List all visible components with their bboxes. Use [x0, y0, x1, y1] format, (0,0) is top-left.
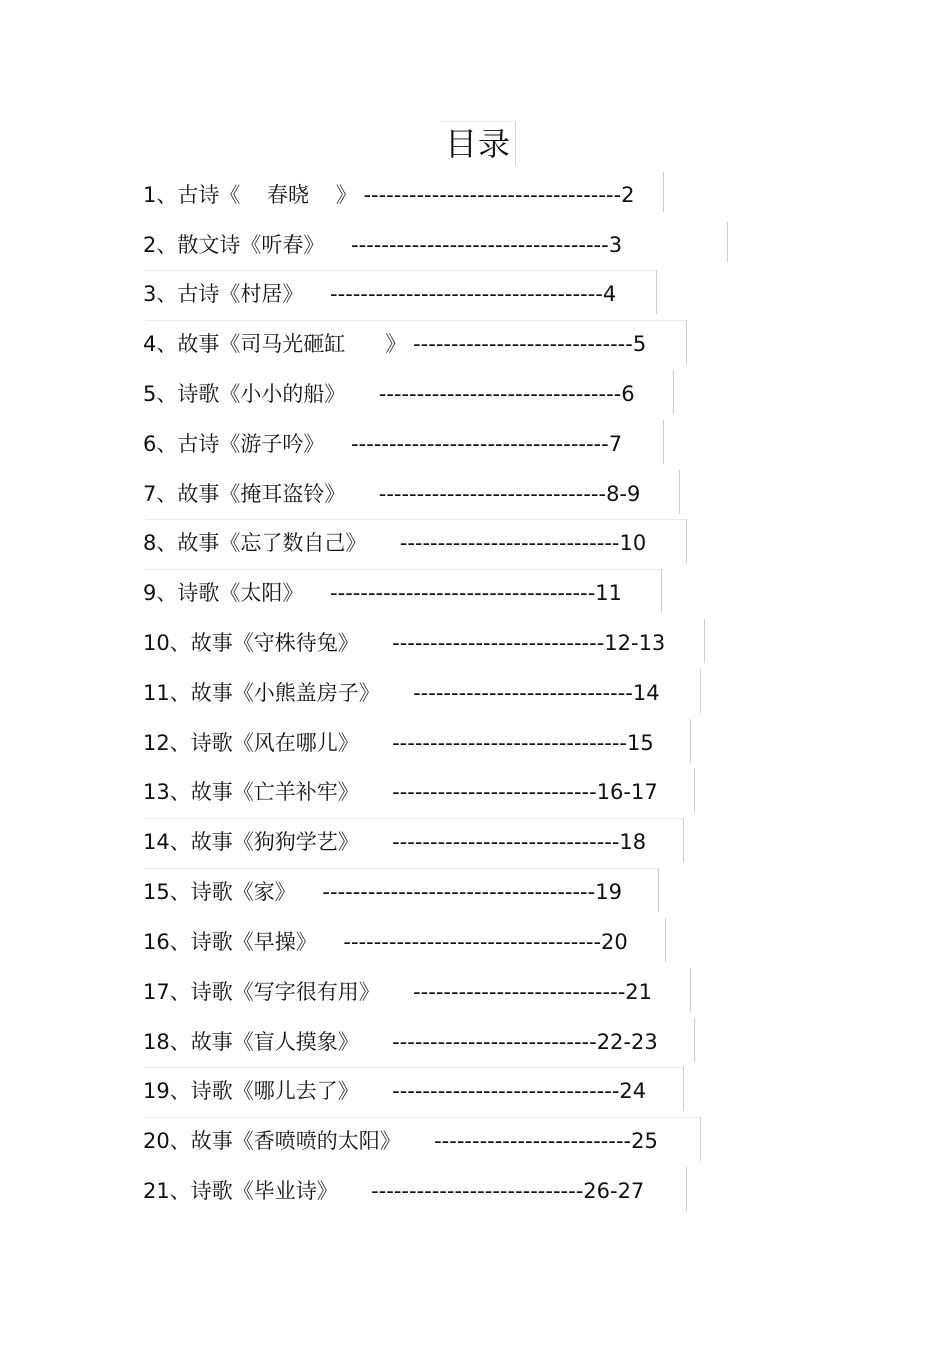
scan-rule [673, 370, 674, 414]
scan-rule [679, 470, 680, 514]
scan-rule [661, 569, 662, 613]
toc-entry-text: 3、古诗《村居》 ------------------------------------4 [143, 282, 617, 306]
scan-rule [690, 719, 691, 763]
scan-rule [145, 569, 661, 570]
scan-rule [694, 768, 695, 812]
toc-entry [143, 625, 665, 661]
toc-entry-text: 20、故事《香喷喷的太阳》 --------------------------25 [143, 1129, 658, 1153]
scan-rule [656, 270, 657, 314]
toc-entry-text: 9、诗歌《太阳》 -----------------------------------11 [143, 581, 623, 605]
toc-entry [143, 376, 635, 412]
toc-entry [143, 824, 646, 860]
toc-entry [143, 276, 616, 312]
toc-entry [143, 774, 658, 810]
toc-entry-text: 6、古诗《游子吟》 ----------------------------------7 [143, 432, 623, 456]
toc-entry [143, 476, 640, 512]
scan-rule [658, 868, 659, 912]
toc-entry-text: 15、诗歌《家》 ------------------------------------19 [143, 880, 622, 904]
toc-entry-text: 19、诗歌《哪儿去了》 ------------------------------24 [143, 1079, 647, 1103]
toc-entry [143, 675, 660, 711]
scan-rule [683, 1067, 684, 1111]
toc-entry-text: 16、诗歌《早操》 ----------------------------------20 [143, 930, 628, 954]
toc-entry [143, 1173, 644, 1209]
toc-entry-text: 1、古诗《 春晓 》 ----------------------------------2 [143, 183, 635, 207]
toc-entry [143, 326, 646, 362]
scan-rule [727, 222, 728, 262]
toc-entry [143, 426, 622, 462]
scan-rule [145, 270, 656, 271]
scan-rule [145, 1117, 700, 1118]
toc-entry [143, 177, 634, 213]
scan-rule [686, 320, 687, 364]
scan-rule [690, 968, 691, 1012]
scan-rule [704, 619, 705, 663]
toc-entry-text: 10、故事《守株待兔》 ----------------------------12-13 [143, 631, 666, 655]
scan-rule [694, 1018, 695, 1062]
scan-rule [663, 172, 664, 212]
scan-rule [683, 818, 684, 862]
toc-entry [143, 725, 654, 761]
scan-rule [145, 868, 658, 869]
toc-entry [143, 1024, 658, 1060]
toc-entry-text: 8、故事《忘了数自己》 -----------------------------10 [143, 531, 647, 555]
page-title: 目录 [441, 121, 516, 166]
scan-rule [145, 320, 686, 321]
toc-entry [143, 924, 628, 960]
scan-rule [700, 669, 701, 713]
toc-entry-text: 21、诗歌《毕业诗》 ----------------------------26-27 [143, 1179, 645, 1203]
toc-entry-text: 5、诗歌《小小的船》 --------------------------------6 [143, 382, 635, 406]
scan-rule [686, 1167, 687, 1211]
scan-rule [145, 1067, 683, 1068]
toc-entry-text: 14、故事《狗狗学艺》 ------------------------------18 [143, 830, 647, 854]
toc-entry-text: 7、故事《掩耳盗铃》 ------------------------------8-9 [143, 482, 641, 506]
toc-entry-text: 4、故事《司马光砸缸 》 -----------------------------5 [143, 332, 647, 356]
scan-rule [700, 1117, 701, 1161]
toc-entry-text: 12、诗歌《风在哪儿》 -------------------------------15 [143, 731, 654, 755]
toc-entry [143, 525, 646, 561]
toc-entry [143, 1073, 646, 1109]
toc-entry-text: 2、散文诗《听春》 ----------------------------------3 [143, 233, 623, 257]
scan-rule [686, 519, 687, 563]
toc-entry-text: 13、故事《亡羊补牢》 ---------------------------16-17 [143, 780, 658, 804]
toc-entry [143, 575, 622, 611]
toc-entry [143, 874, 622, 910]
toc-entry-text: 17、诗歌《写字很有用》 ----------------------------21 [143, 980, 652, 1004]
toc-entry [143, 1123, 658, 1159]
scan-rule [145, 519, 686, 520]
toc-entry [143, 227, 622, 263]
scan-rule [145, 818, 683, 819]
toc-entry-text: 11、故事《小熊盖房子》 -----------------------------14 [143, 681, 660, 705]
toc-entry [143, 974, 652, 1010]
toc-entry-text: 18、故事《盲人摸象》 ---------------------------22-23 [143, 1030, 658, 1054]
scan-rule [665, 918, 666, 962]
scan-rule [663, 420, 664, 464]
